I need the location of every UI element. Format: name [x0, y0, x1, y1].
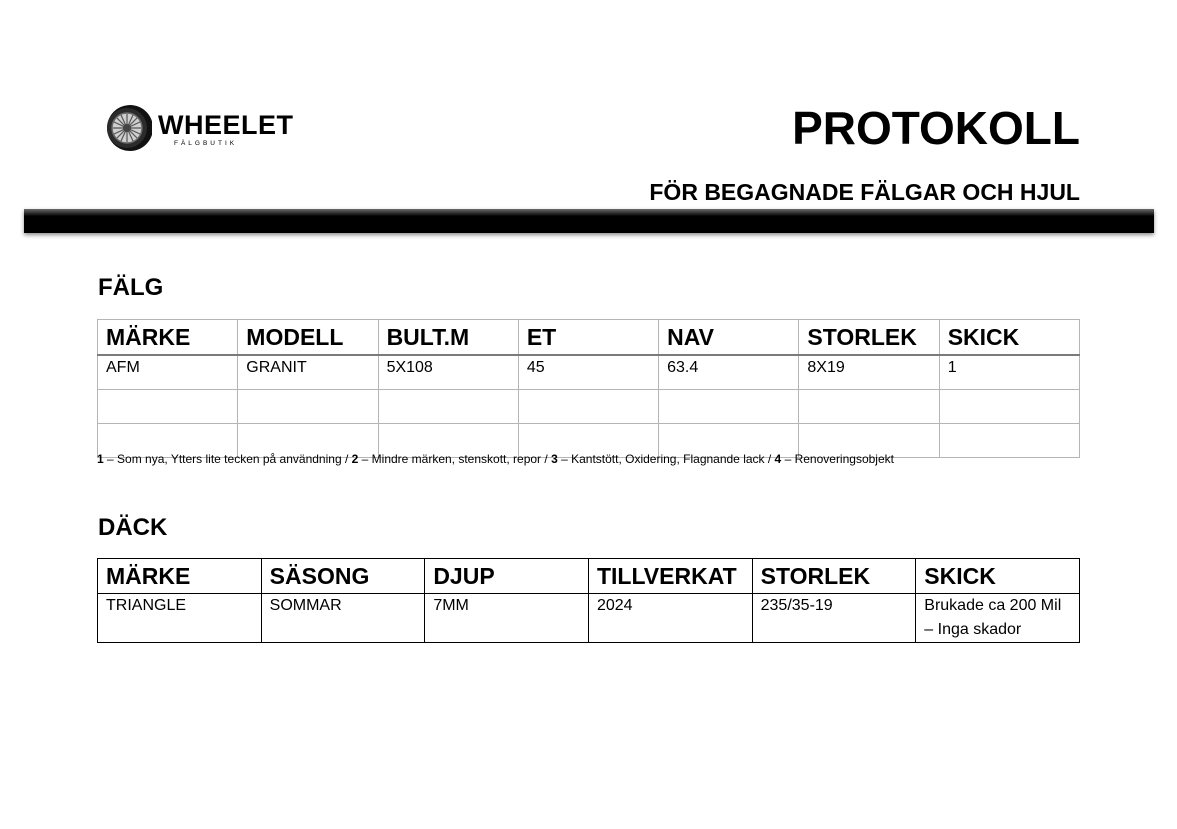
rim-col-header: MODELL: [238, 320, 378, 356]
legend-text: – Som nya, Ytters lite tecken på användning /: [103, 452, 352, 466]
rim-col-header: BULT.M: [378, 320, 518, 356]
rim-cell: GRANIT: [238, 355, 378, 390]
rim-cell: [939, 424, 1079, 458]
legend-number: 4: [774, 452, 782, 466]
tire-col-header: MÄRKE: [98, 559, 262, 594]
condition-legend: [97, 451, 894, 467]
tire-cell: 2024: [588, 594, 752, 643]
brand-name: WHEELET: [158, 110, 294, 140]
rim-col-header: ET: [518, 320, 658, 356]
rim-cell: 8X19: [799, 355, 939, 390]
rim-cell: [659, 390, 799, 424]
legend-number: 3: [551, 452, 558, 466]
legend-text: – Kantstött, Oxidering, Flagnande lack /: [557, 452, 775, 466]
rim-cell: 63.4: [659, 355, 799, 390]
tire-table: [97, 558, 1080, 643]
tire-col-header: TILLVERKAT: [588, 559, 752, 594]
brand-tagline: FÄLGBUTIK: [174, 140, 238, 147]
rim-cell: 1: [939, 355, 1079, 390]
document-subtitle: FÖR BEGAGNADE FÄLGAR OCH HJUL: [649, 179, 1080, 205]
tire-col-header: SKICK: [916, 559, 1080, 594]
tire-col-header: STORLEK: [752, 559, 916, 594]
rim-cell: [98, 390, 238, 424]
tire-header-row: [98, 559, 1080, 594]
rim-col-header: SKICK: [939, 320, 1079, 356]
rim-cell: 45: [518, 355, 658, 390]
rim-section-title: FÄLG: [98, 274, 164, 301]
document-title: PROTOKOLL: [792, 102, 1080, 154]
table-row: [98, 355, 1080, 390]
legend-number: 2: [351, 452, 359, 466]
table-row: [98, 594, 1080, 643]
wheelet-logo: [104, 104, 294, 154]
rim-col-header: NAV: [659, 320, 799, 356]
rim-cell: [939, 390, 1079, 424]
tire-section-title: DÄCK: [98, 514, 168, 541]
tire-cell: 7MM: [425, 594, 589, 643]
rim-table: [97, 319, 1080, 458]
tire-col-header: DJUP: [425, 559, 589, 594]
tire-col-header: SÄSONG: [261, 559, 425, 594]
rim-cell: [238, 390, 378, 424]
rim-col-header: MÄRKE: [98, 320, 238, 356]
tire-cell: SOMMAR: [261, 594, 425, 643]
legend-number: 1: [97, 452, 104, 466]
tire-cell: TRIANGLE: [98, 594, 262, 643]
legend-text: – Renoveringsobjekt: [781, 452, 894, 466]
rim-cell: [378, 390, 518, 424]
rim-cell: [518, 390, 658, 424]
rim-cell: AFM: [98, 355, 238, 390]
tire-cell: 235/35-19: [752, 594, 916, 643]
table-row: [98, 390, 1080, 424]
rim-cell: [799, 390, 939, 424]
tire-cell: Brukade ca 200 Mil – Inga skador: [916, 594, 1080, 643]
legend-text: – Mindre märken, stenskott, repor /: [358, 452, 552, 466]
rim-cell: 5X108: [378, 355, 518, 390]
header-divider-band: [24, 209, 1154, 233]
wheel-icon: [104, 104, 152, 152]
rim-header-row: [98, 320, 1080, 356]
rim-col-header: STORLEK: [799, 320, 939, 356]
